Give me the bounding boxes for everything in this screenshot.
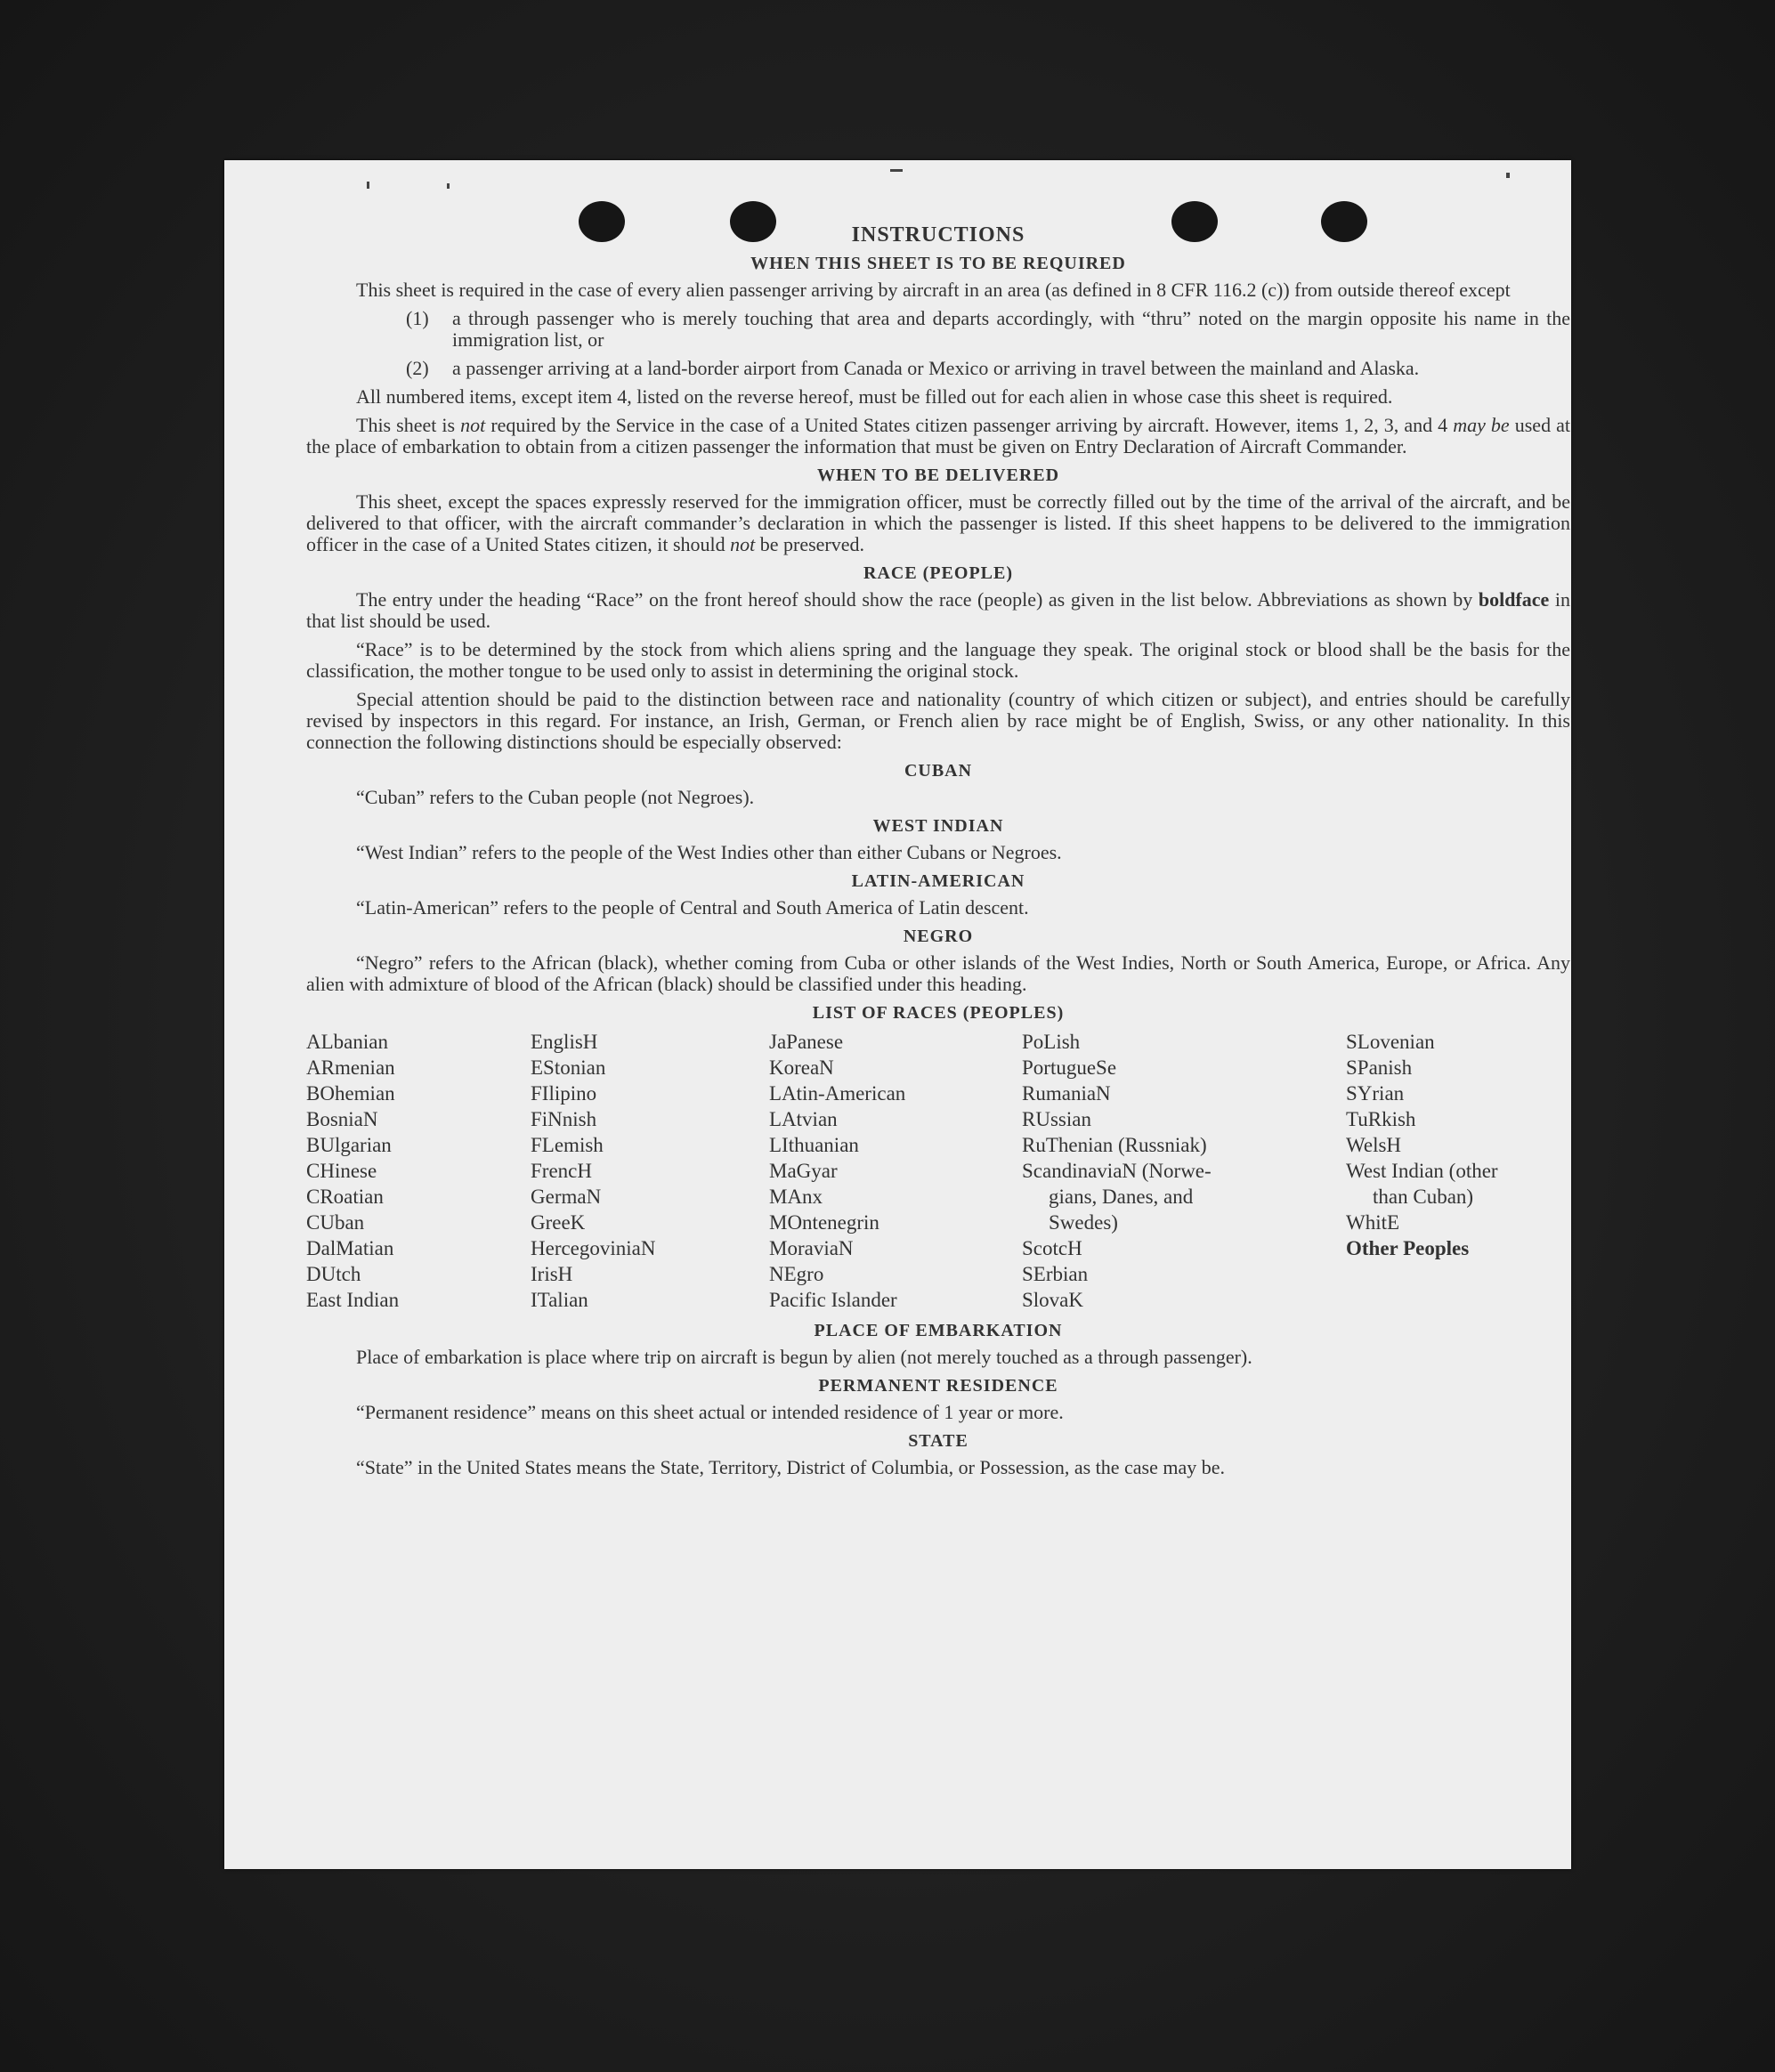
race-entry: MAnx xyxy=(769,1186,823,1208)
paragraph-delivery xyxy=(306,491,1570,555)
races-column-2 xyxy=(531,1029,769,1313)
scan-speck xyxy=(367,182,369,189)
text-run: required by the Service in the case of a United States citizen passenger arriving by aircraft. However, items 1, 2, 3, and 4 xyxy=(485,414,1454,436)
scan-speck xyxy=(1506,173,1510,178)
instructions-content xyxy=(306,224,1570,1485)
heading-list-of-races: LIST OF RACES (PEOPLES) xyxy=(812,1003,1065,1023)
race-entry: DalMatian xyxy=(306,1237,394,1259)
paragraph-negro: “Negro” refers to the African (black), whether coming from Cuba or other islands of the West Indies, North or South America, Europe, or Africa. Any alien with admixture of blood of the African (black) should be classified under this heading. xyxy=(306,951,1570,995)
race-entry: FLemish xyxy=(531,1134,604,1156)
race-entry: CUban xyxy=(306,1211,365,1234)
italic-not: not xyxy=(460,414,486,436)
paragraph-state: “State” in the United States means the State, Territory, District of Columbia, or Possession, as the case may be. xyxy=(356,1456,1226,1478)
race-entry: HercegoviniaN xyxy=(531,1237,656,1259)
text-run: This sheet, except the spaces expressly reserved for the immigration officer, must be correctly filled out by the time of the arrival of the aircraft, and be delivered to that officer, with the aircraft commander’s declaration in which the passenger is listed. If this sheet happens to be delivered to the immigration officer in the case of a United States citizen, it should xyxy=(306,490,1570,555)
paragraph-numbered-items: All numbered items, except item 4, listed on the reverse hereof, must be filled out for each alien in whose case this sheet is required. xyxy=(356,385,1393,408)
italic-may-be: may be xyxy=(1453,414,1510,436)
paragraph-race-entry xyxy=(306,589,1570,632)
race-entry: SYrian xyxy=(1346,1082,1405,1105)
race-entry: FiNnish xyxy=(531,1108,597,1130)
race-entry: SErbian xyxy=(1022,1263,1089,1285)
text-run: The entry under the heading “Race” on the front hereof should show the race (people) as given in the list below. Abbreviations as shown by xyxy=(356,588,1479,611)
heading-when-delivered: WHEN TO BE DELIVERED xyxy=(816,465,1060,485)
text-run: used at the place of embarkation to obtain from a citizen passenger the information that must be given on Entry Declaration of Aircraft Commander. xyxy=(306,414,1570,457)
race-entry: RumaniaN xyxy=(1022,1082,1111,1105)
race-entry: West Indian (other xyxy=(1346,1160,1498,1182)
scan-speck xyxy=(447,183,450,189)
race-entry: gians, Danes, and xyxy=(1049,1186,1194,1208)
race-entry: TuRkish xyxy=(1346,1108,1416,1130)
paragraph-cuban: “Cuban” refers to the Cuban people (not Negroes). xyxy=(356,786,755,808)
text-run: in that list should be used. xyxy=(306,588,1570,632)
race-entry: East Indian xyxy=(306,1289,400,1311)
exception-text: a through passenger who is merely touching that area and departs accordingly, with “thru” noted on the margin opposite his name in the immigration list, or xyxy=(452,307,1570,351)
race-entry: BOhemian xyxy=(306,1082,395,1105)
races-column-5 xyxy=(1346,1029,1570,1313)
race-entry: CHinese xyxy=(306,1160,377,1182)
race-entry: Other Peoples xyxy=(1346,1237,1470,1259)
race-entry: Pacific Islander xyxy=(769,1289,897,1311)
race-entry: IrisH xyxy=(531,1263,573,1285)
race-entry: SlovaK xyxy=(1022,1289,1083,1311)
race-entry: than Cuban) xyxy=(1373,1186,1474,1208)
paragraph-race-stock: “Race” is to be determined by the stock from which aliens spring and the language they speak. The original stock or blood shall be the basis for the classification, the mother tongue to be used only to assist in determining the original stock. xyxy=(306,638,1570,682)
exception-item-1 xyxy=(406,308,1570,351)
race-entry: BUlgarian xyxy=(306,1134,392,1156)
race-entry: PortugueSe xyxy=(1022,1056,1117,1079)
races-list xyxy=(306,1029,1570,1313)
race-entry: NEgro xyxy=(769,1263,824,1285)
document-sheet xyxy=(224,160,1571,1869)
race-entry: ALbanian xyxy=(306,1031,388,1053)
race-entry: GreeK xyxy=(531,1211,586,1234)
race-entry: DUtch xyxy=(306,1263,361,1285)
paragraph-citizen xyxy=(306,415,1570,457)
race-entry: FrencH xyxy=(531,1160,592,1182)
race-entry: FIlipino xyxy=(531,1082,597,1105)
race-entry: EStonian xyxy=(531,1056,606,1079)
exception-text: a passenger arriving at a land-border airport from Canada or Mexico or arriving in travel between the mainland and Alaska. xyxy=(452,357,1420,379)
race-entry: MaGyar xyxy=(769,1160,838,1182)
bold-boldface: boldface xyxy=(1478,588,1550,611)
race-entry: JaPanese xyxy=(769,1031,844,1053)
paragraph-latin-american: “Latin-American” refers to the people of Central and South America of Latin descent. xyxy=(356,896,1029,919)
race-entry: CRoatian xyxy=(306,1186,384,1208)
text-run: be preserved. xyxy=(755,533,865,555)
race-entry: MoraviaN xyxy=(769,1237,854,1259)
race-entry: ScandinaviaN (Norwe- xyxy=(1022,1160,1212,1182)
heading-embarkation: PLACE OF EMBARKATION xyxy=(814,1321,1063,1340)
heading-state: STATE xyxy=(908,1431,969,1451)
race-entry: ITalian xyxy=(531,1289,588,1311)
race-entry: PoLish xyxy=(1022,1031,1081,1053)
race-entry: EnglisH xyxy=(531,1031,598,1053)
paragraph-embarkation: Place of embarkation is place where trip on aircraft is begun by alien (not merely touched as a through passenger). xyxy=(356,1346,1252,1368)
heading-race: RACE (PEOPLE) xyxy=(863,563,1013,583)
heading-negro: NEGRO xyxy=(903,927,974,946)
heading-latin-american: LATIN-AMERICAN xyxy=(851,871,1025,891)
paragraph-west-indian: “West Indian” refers to the people of the West Indies other than either Cubans or Negroes. xyxy=(356,841,1062,863)
paragraph-permanent-residence: “Permanent residence” means on this sheet actual or intended residence of 1 year or more. xyxy=(356,1401,1064,1423)
race-entry: Swedes) xyxy=(1049,1211,1118,1234)
race-entry: RUssian xyxy=(1022,1108,1091,1130)
paragraph-required-intro: This sheet is required in the case of every alien passenger arriving by aircraft in an area (as defined in 8 CFR 116.2 (c)) from outside thereof except xyxy=(356,279,1511,301)
race-entry: SPanish xyxy=(1346,1056,1413,1079)
heading-when-required: WHEN THIS SHEET IS TO BE REQUIRED xyxy=(750,254,1126,273)
text-run: This sheet is xyxy=(356,414,461,436)
race-entry: ARmenian xyxy=(306,1056,395,1079)
exception-number: (2) xyxy=(406,357,429,379)
race-entry: ScotcH xyxy=(1022,1237,1082,1259)
race-entry: LAtin-American xyxy=(769,1082,906,1105)
races-column-4 xyxy=(1022,1029,1346,1313)
exception-number: (1) xyxy=(406,307,429,329)
race-entry: LAtvian xyxy=(769,1108,838,1130)
race-entry: WelsH xyxy=(1346,1134,1402,1156)
race-entry: BosniaN xyxy=(306,1108,378,1130)
races-column-1 xyxy=(306,1029,531,1313)
heading-west-indian: WEST INDIAN xyxy=(872,816,1004,836)
italic-not: not xyxy=(730,533,756,555)
heading-cuban: CUBAN xyxy=(904,761,973,781)
race-entry: RuThenian (Russniak) xyxy=(1022,1134,1207,1156)
race-entry: KoreaN xyxy=(769,1056,834,1079)
race-entry: SLovenian xyxy=(1346,1031,1435,1053)
paragraph-race-nationality: Special attention should be paid to the distinction between race and nationality (country of which citizen or subject), and entries should be carefully revised by inspectors in this regard. For instance, an Irish, German, or French alien by race might be of English, Swiss, or any other nationality. In this connection the following distinctions should be especially observed: xyxy=(306,688,1570,753)
race-entry: WhitE xyxy=(1346,1211,1400,1234)
document-title: INSTRUCTIONS xyxy=(851,223,1025,247)
exception-item-2 xyxy=(406,358,1570,379)
races-column-3 xyxy=(769,1029,1022,1313)
heading-permanent-residence: PERMANENT RESIDENCE xyxy=(818,1376,1058,1396)
race-entry: LIthuanian xyxy=(769,1134,859,1156)
race-entry: MOntenegrin xyxy=(769,1211,879,1234)
race-entry: GermaN xyxy=(531,1186,602,1208)
scan-speck xyxy=(890,169,903,172)
